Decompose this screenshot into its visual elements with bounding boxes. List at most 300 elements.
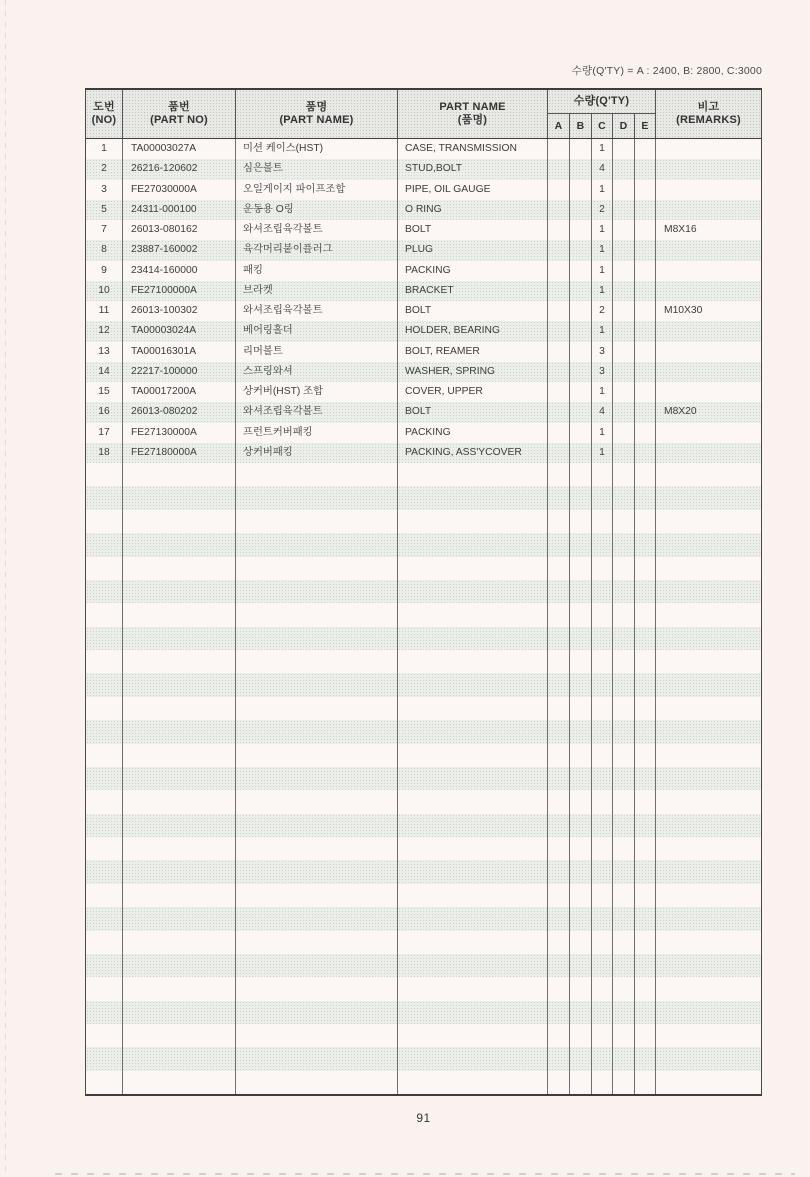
cell-qty-d [613,382,635,402]
empty-cell [86,767,123,790]
empty-cell [398,557,548,580]
table-row [86,220,761,240]
empty-cell [592,931,613,954]
empty-cell [570,557,592,580]
cell-qty-b [570,180,592,200]
empty-cell [86,1047,123,1070]
empty-cell [592,486,613,509]
empty-cell [86,744,123,767]
empty-cell [123,557,236,580]
cell-qty-c: 3 [592,362,613,382]
empty-cell [123,744,236,767]
empty-cell [570,1071,592,1094]
empty-cell [656,744,761,767]
empty-cell [592,884,613,907]
empty-cell [236,673,398,696]
empty-cell [635,814,656,837]
cell-part-name: CASE, TRANSMISSION [398,139,548,159]
cell-remarks [656,321,761,341]
cell-name-ko: 심은볼트 [236,159,398,179]
empty-cell [86,463,123,486]
cell-part-no: 24311-000100 [123,200,236,220]
cell-qty-a [548,159,570,179]
cell-part-name: WASHER, SPRING [398,362,548,382]
table-row [86,402,761,422]
cell-qty-a [548,261,570,281]
cell-remarks [656,261,761,281]
empty-cell [398,767,548,790]
cell-remarks [656,362,761,382]
cell-part-no: FE27100000A [123,281,236,301]
empty-cell [123,463,236,486]
cell-qty-b [570,443,592,463]
empty-cell [123,603,236,626]
empty-cell [86,510,123,533]
empty-cell [570,580,592,603]
empty-cell [398,907,548,930]
cell-remarks: M8X20 [664,406,697,418]
cell-name-ko: 육각머리붙이플러그 [236,240,398,260]
empty-cell [548,1001,570,1024]
table-empty-row [86,627,761,650]
cell-qty-d [613,402,635,422]
empty-cell [86,557,123,580]
header-no-en: (NO) [91,114,117,126]
empty-cell [398,697,548,720]
empty-cell [548,627,570,650]
empty-cell [656,884,761,907]
empty-cell [613,931,635,954]
empty-cell [570,486,592,509]
header-part-no [123,90,236,138]
empty-cell [123,1024,236,1047]
table-row [86,342,761,362]
header-remarks [656,90,761,138]
empty-cell [570,627,592,650]
empty-cell [236,510,398,533]
cell-qty-e [635,382,656,402]
empty-cell [86,1001,123,1024]
empty-cell [86,720,123,743]
cell-qty-a [548,281,570,301]
empty-cell [236,650,398,673]
empty-cell [635,557,656,580]
empty-cell [613,1001,635,1024]
cell-no: 17 [86,423,123,443]
header-qty-c: C [592,114,613,138]
empty-cell [548,907,570,930]
empty-cell [635,1047,656,1070]
empty-cell [656,720,761,743]
cell-qty-e [635,281,656,301]
table-row [86,159,761,179]
empty-cell [613,790,635,813]
empty-cell [398,1047,548,1070]
empty-cell [236,907,398,930]
empty-cell [398,650,548,673]
empty-cell [548,1024,570,1047]
empty-cell [613,557,635,580]
empty-cell [236,1047,398,1070]
empty-cell [123,931,236,954]
empty-cell [398,790,548,813]
empty-cell [592,860,613,883]
empty-cell [613,463,635,486]
cell-qty-b [570,402,592,422]
cell-part-name: COVER, UPPER [398,382,548,402]
page-number: 91 [416,1111,431,1125]
empty-cell [635,837,656,860]
empty-cell [613,1071,635,1094]
empty-cell [236,603,398,626]
cell-part-name: PIPE, OIL GAUGE [398,180,548,200]
empty-cell [570,884,592,907]
empty-cell [398,1024,548,1047]
cell-qty-e [635,159,656,179]
cell-qty-c: 1 [592,423,613,443]
cell-qty-a [548,342,570,362]
empty-cell [548,1071,570,1094]
empty-cell [236,814,398,837]
empty-cell [592,673,613,696]
cell-qty-d [613,261,635,281]
cell-part-no: FE27180000A [123,443,236,463]
table-empty-row [86,510,761,533]
cell-qty-c: 1 [592,220,613,240]
empty-cell [613,767,635,790]
empty-cell [592,744,613,767]
cell-no: 7 [86,220,123,240]
empty-cell [570,1047,592,1070]
empty-cell [592,814,613,837]
empty-cell [613,650,635,673]
empty-cell [398,837,548,860]
cell-name-ko: 브라켓 [236,281,398,301]
cell-qty-a [548,382,570,402]
empty-cell [86,814,123,837]
table-empty-rows [86,463,761,1094]
empty-cell [635,767,656,790]
cell-qty-b [570,342,592,362]
empty-cell [592,603,613,626]
table-empty-row [86,954,761,977]
cell-part-name: BOLT [398,301,548,321]
empty-cell [548,837,570,860]
cell-qty-d [613,180,635,200]
empty-cell [236,697,398,720]
empty-cell [86,650,123,673]
header-remarks-en: (REMARKS) [676,114,741,126]
cell-qty-a [548,443,570,463]
header-name-ko-line2: (PART NAME) [279,114,354,126]
cell-qty-b [570,281,592,301]
empty-cell [592,977,613,1000]
empty-cell [548,486,570,509]
empty-cell [635,1001,656,1024]
empty-cell [656,1024,761,1047]
empty-cell [548,557,570,580]
header-qty-a: A [548,114,570,138]
empty-cell [656,673,761,696]
cell-qty-a [548,220,570,240]
empty-cell [123,860,236,883]
cell-name-ko: 스프링와셔 [236,362,398,382]
cell-name-ko: 상커버(HST) 조합 [236,382,398,402]
empty-cell [570,814,592,837]
empty-cell [86,790,123,813]
table-empty-row [86,860,761,883]
header-part-no-en: (PART NO) [150,114,208,126]
cell-remarks [656,281,761,301]
cell-part-no: TA00003024A [123,321,236,341]
cell-no: 1 [86,139,123,159]
cell-qty-b [570,240,592,260]
empty-cell [398,533,548,556]
empty-cell [656,650,761,673]
cell-qty-c: 1 [592,240,613,260]
empty-cell [123,977,236,1000]
cell-qty-b [570,423,592,443]
empty-cell [548,673,570,696]
empty-cell [398,720,548,743]
empty-cell [570,650,592,673]
cell-no: 3 [86,180,123,200]
empty-cell [86,603,123,626]
empty-cell [236,533,398,556]
empty-cell [570,1001,592,1024]
empty-cell [236,977,398,1000]
cell-part-no: FE27030000A [123,180,236,200]
table-empty-row [86,1047,761,1070]
empty-cell [570,510,592,533]
cell-qty-b [570,382,592,402]
table-empty-row [86,790,761,813]
cell-name-ko: 운동용 O링 [236,200,398,220]
empty-cell [86,954,123,977]
table-empty-row [86,767,761,790]
empty-cell [592,697,613,720]
header-part-name-line2: (품명) [457,114,488,126]
cell-part-name: HOLDER, BEARING [398,321,548,341]
cell-part-no: 26013-100302 [123,301,236,321]
header-name-ko-line1: 품명 [305,101,328,113]
empty-cell [635,486,656,509]
empty-cell [656,837,761,860]
empty-cell [398,463,548,486]
table-empty-row [86,1071,761,1094]
empty-cell [635,673,656,696]
empty-cell [123,837,236,860]
cell-remarks [656,139,761,159]
empty-cell [570,790,592,813]
cell-part-no: 26216-120602 [123,159,236,179]
cell-qty-e [635,402,656,422]
cell-no: 10 [86,281,123,301]
cell-qty-c: 1 [592,321,613,341]
cell-part-name: PACKING [398,423,548,443]
empty-cell [86,533,123,556]
cell-qty-d [613,159,635,179]
empty-cell [123,627,236,650]
empty-cell [570,837,592,860]
empty-cell [398,1071,548,1094]
header-qty-e: E [635,114,656,138]
empty-cell [613,954,635,977]
empty-cell [656,557,761,580]
cell-part-name: BOLT [398,220,548,240]
cell-no: 14 [86,362,123,382]
cell-qty-c: 1 [592,261,613,281]
cell-name-ko: 미션 케이스(HST) [236,139,398,159]
empty-cell [592,720,613,743]
empty-cell [548,580,570,603]
cell-qty-b [570,200,592,220]
empty-cell [548,463,570,486]
cell-part-no: 23414-160000 [123,261,236,281]
empty-cell [592,463,613,486]
cell-remarks [656,443,761,463]
cell-part-no: FE27130000A [123,423,236,443]
empty-cell [570,931,592,954]
cell-name-ko: 오일게이지 파이프조합 [236,180,398,200]
empty-cell [570,603,592,626]
empty-cell [635,580,656,603]
cell-qty-c: 1 [592,139,613,159]
cell-qty-e [635,443,656,463]
empty-cell [570,673,592,696]
header-no-ko: 도번 [93,101,115,113]
cell-qty-e [635,220,656,240]
cell-name-ko: 상커버패킹 [236,443,398,463]
empty-cell [592,790,613,813]
empty-cell [236,486,398,509]
empty-cell [613,814,635,837]
empty-cell [123,884,236,907]
cell-part-no: 26013-080162 [123,220,236,240]
table-empty-row [86,931,761,954]
empty-cell [236,557,398,580]
empty-cell [635,510,656,533]
empty-cell [548,954,570,977]
empty-cell [86,673,123,696]
empty-cell [548,533,570,556]
cell-qty-b [570,139,592,159]
empty-cell [592,510,613,533]
cell-part-name: BOLT [398,402,548,422]
empty-cell [570,720,592,743]
empty-cell [656,907,761,930]
cell-qty-d [613,423,635,443]
empty-cell [635,931,656,954]
cell-qty-b [570,362,592,382]
empty-cell [236,954,398,977]
table-body [86,139,761,463]
empty-cell [635,697,656,720]
empty-cell [548,860,570,883]
cell-qty-e [635,200,656,220]
table-row [86,281,761,301]
empty-cell [398,744,548,767]
empty-cell [123,814,236,837]
empty-cell [236,627,398,650]
empty-cell [236,790,398,813]
empty-cell [592,907,613,930]
empty-cell [656,931,761,954]
cell-remarks [656,240,761,260]
empty-cell [592,557,613,580]
empty-cell [548,744,570,767]
empty-cell [570,860,592,883]
empty-cell [548,1047,570,1070]
cell-no: 13 [86,342,123,362]
empty-cell [656,790,761,813]
cell-qty-e [635,301,656,321]
empty-cell [656,814,761,837]
empty-cell [236,463,398,486]
empty-cell [236,580,398,603]
empty-cell [592,1047,613,1070]
empty-cell [592,1024,613,1047]
empty-cell [656,954,761,977]
empty-cell [86,931,123,954]
qty-legend-note: 수량(Q'TY) = A : 2400, B: 2800, C:3000 [571,65,762,77]
empty-cell [236,1071,398,1094]
empty-cell [656,767,761,790]
empty-cell [635,977,656,1000]
empty-cell [635,1024,656,1047]
empty-cell [635,884,656,907]
empty-cell [570,533,592,556]
empty-cell [656,697,761,720]
table-row [86,261,761,281]
cell-qty-a [548,180,570,200]
table-row [86,321,761,341]
empty-cell [123,1071,236,1094]
empty-cell [613,533,635,556]
empty-cell [613,744,635,767]
empty-cell [398,580,548,603]
table-row [86,382,761,402]
empty-cell [123,533,236,556]
cell-part-name: STUD,BOLT [398,159,548,179]
empty-cell [635,720,656,743]
cell-qty-e [635,342,656,362]
cell-qty-a [548,240,570,260]
table-empty-row [86,977,761,1000]
empty-cell [635,627,656,650]
empty-cell [656,603,761,626]
empty-cell [398,860,548,883]
empty-cell [635,954,656,977]
empty-cell [613,1024,635,1047]
cell-part-name: BRACKET [398,281,548,301]
empty-cell [613,580,635,603]
empty-cell [613,860,635,883]
cell-name-ko: 와셔조립육각볼트 [236,220,398,240]
empty-cell [592,533,613,556]
header-qty-b: B [570,114,592,138]
table-row [86,200,761,220]
scan-edge-bottom [55,1173,795,1175]
empty-cell [123,486,236,509]
cell-qty-b [570,301,592,321]
header-part-name-line1: PART NAME [439,101,506,113]
table-empty-row [86,720,761,743]
empty-cell [86,1024,123,1047]
cell-qty-e [635,423,656,443]
cell-remarks [656,382,761,402]
cell-qty-d [613,443,635,463]
